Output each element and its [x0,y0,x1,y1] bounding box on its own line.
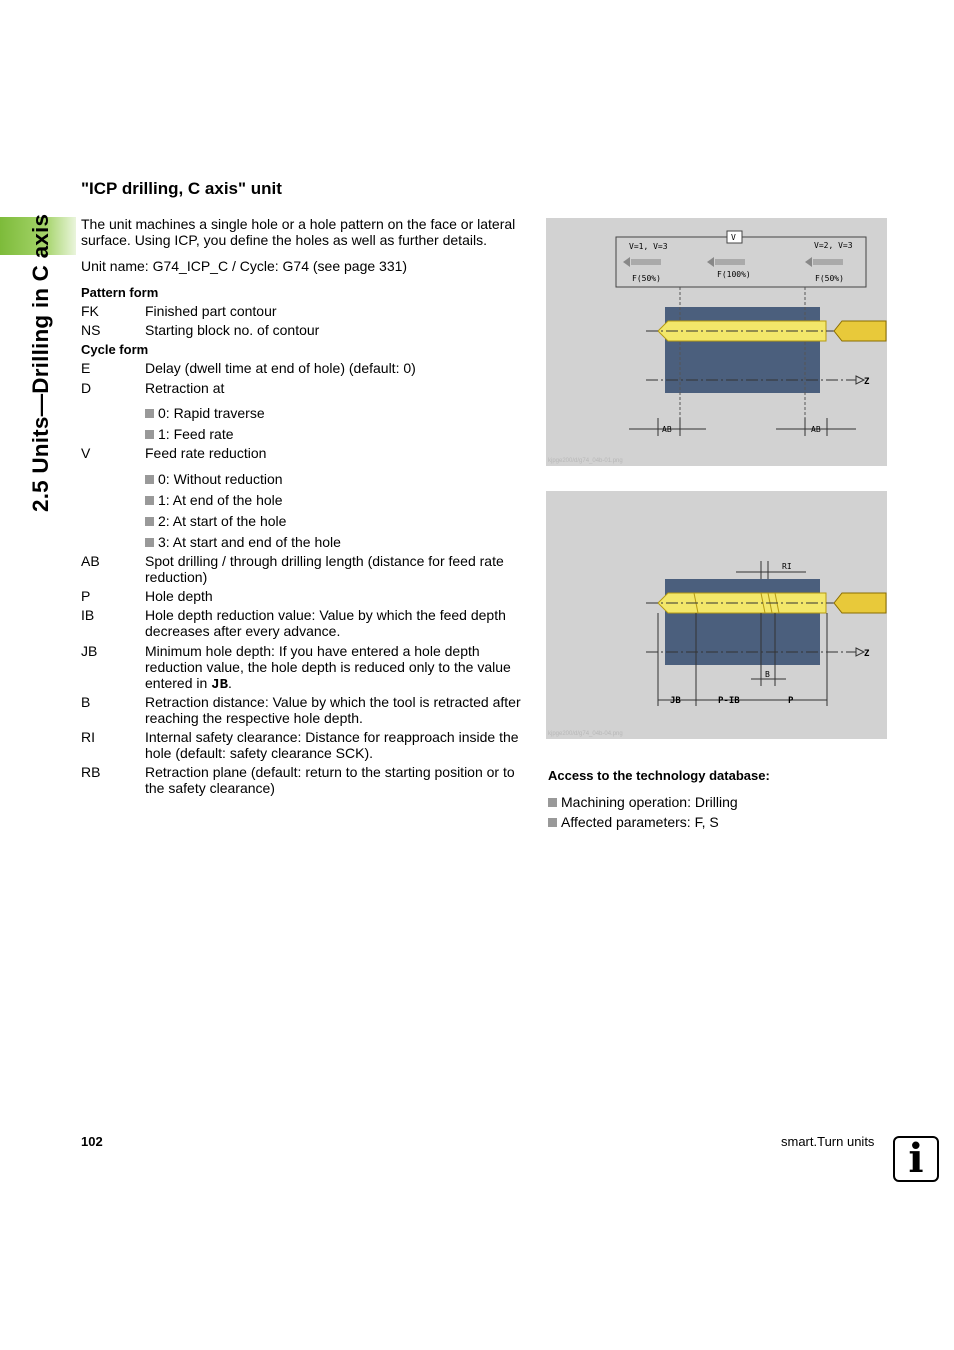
pattern-form-title: Pattern form [81,285,159,300]
label-z: Z [864,649,870,659]
bullet-square-icon [145,538,154,547]
technology-title: Access to the technology database: [548,768,770,783]
param-key: NS [81,322,101,338]
param-key: E [81,360,91,376]
param-value: Retraction at [145,380,225,396]
depth-reduction-figure [546,491,887,739]
param-value: Retraction distance: Value by which the tool is retracted after reaching the respective hole depth. [145,694,521,726]
bullet-square-icon [548,818,557,827]
option-item: 0: Rapid traverse [145,405,265,421]
option-item: 1: Feed rate [145,426,234,442]
chapter-title: 2.5 Units—Drilling in C axis [28,213,53,512]
param-value: Starting block no. of contour [145,322,320,338]
option-item: 0: Without reduction [145,471,283,487]
arrow-left-icon [623,257,661,267]
param-key: P [81,588,91,604]
label-f-right: F(50%) [815,274,844,283]
technology-item: Machining operation: Drilling [548,794,738,810]
label-jb: JB [670,696,681,706]
option-item: 2: At start of the hole [145,513,286,529]
option-item: 1: At end of the hole [145,492,283,508]
feed-reduction-diagram [546,218,887,466]
param-value: Internal safety clearance: Distance for reapproach inside the hole (default: safety clearance SCK). [145,729,519,761]
figure-source: kjpge200/d/g74_04b-01.png [548,458,623,464]
label-ab-left: AB [662,425,672,434]
bullet-square-icon [145,496,154,505]
technology-item: Affected parameters: F, S [548,814,719,830]
drill-tool [834,593,886,613]
param-value: Spot drilling / through drilling length (distance for feed rate reduction) [145,553,504,585]
figure-source: kjpge200/d/g74_04b-04.png [548,731,623,737]
info-icon: i [893,1136,939,1182]
param-value: Feed rate reduction [145,445,267,461]
label-f-left: F(50%) [632,274,661,283]
bullet-square-icon [145,517,154,526]
param-key: FK [81,303,99,319]
bullet-square-icon [145,430,154,439]
param-value: Retraction plane (default: return to the starting position or to the safety clearance) [145,764,515,796]
label-v23: V=2, V=3 [814,241,853,250]
intro-paragraph: The unit machines a single hole or a hole pattern on the face or lateral surface. Using ICP, you define the holes as well as further details. [81,216,516,248]
param-key: JB [81,643,98,659]
code-jb: JB [211,677,228,693]
label-v: V [731,233,736,242]
param-key: V [81,445,91,461]
option-item: 3: At start and end of the hole [145,534,341,550]
chapter-name: smart.Turn units [781,1134,875,1149]
param-value: Hole depth reduction value: Value by which the feed depth decreases after every advance. [145,607,506,639]
param-value: Finished part contour [145,303,277,319]
arrow-right-icon [805,257,843,267]
label-f-mid: F(100%) [717,270,751,279]
feed-reduction-figure [546,218,887,466]
param-key: B [81,694,91,710]
section-heading: "ICP drilling, C axis" unit [81,179,282,198]
cycle-form-title: Cycle form [81,342,149,357]
param-key: AB [81,553,100,569]
label-ri: RI [782,562,792,571]
bullet-square-icon [145,409,154,418]
label-p: P [788,696,794,706]
label-z: Z [864,377,870,387]
label-ab-right: AB [811,425,821,434]
param-key: RI [81,729,95,745]
unit-name: Unit name: G74_ICP_C / Cycle: G74 (see page 331) [81,258,408,274]
param-key: IB [81,607,95,623]
arrow-mid-icon [707,257,745,267]
param-key: RB [81,764,101,780]
label-p-ib: P-IB [718,696,740,706]
depth-reduction-diagram [546,491,887,739]
drill-tool [834,321,886,341]
param-key: D [81,380,92,396]
label-v13: V=1, V=3 [629,242,668,251]
param-value: Delay (dwell time at end of hole) (default: 0) [145,360,416,376]
bullet-square-icon [145,475,154,484]
bullet-square-icon [548,798,557,807]
param-value: Hole depth [145,588,213,604]
label-b: B [765,670,770,679]
page-number: 102 [81,1134,103,1149]
param-value: Minimum hole depth: If you have entered a hole depth reduction value, the hole depth is reduced only to the value entered in JB. [145,643,511,693]
